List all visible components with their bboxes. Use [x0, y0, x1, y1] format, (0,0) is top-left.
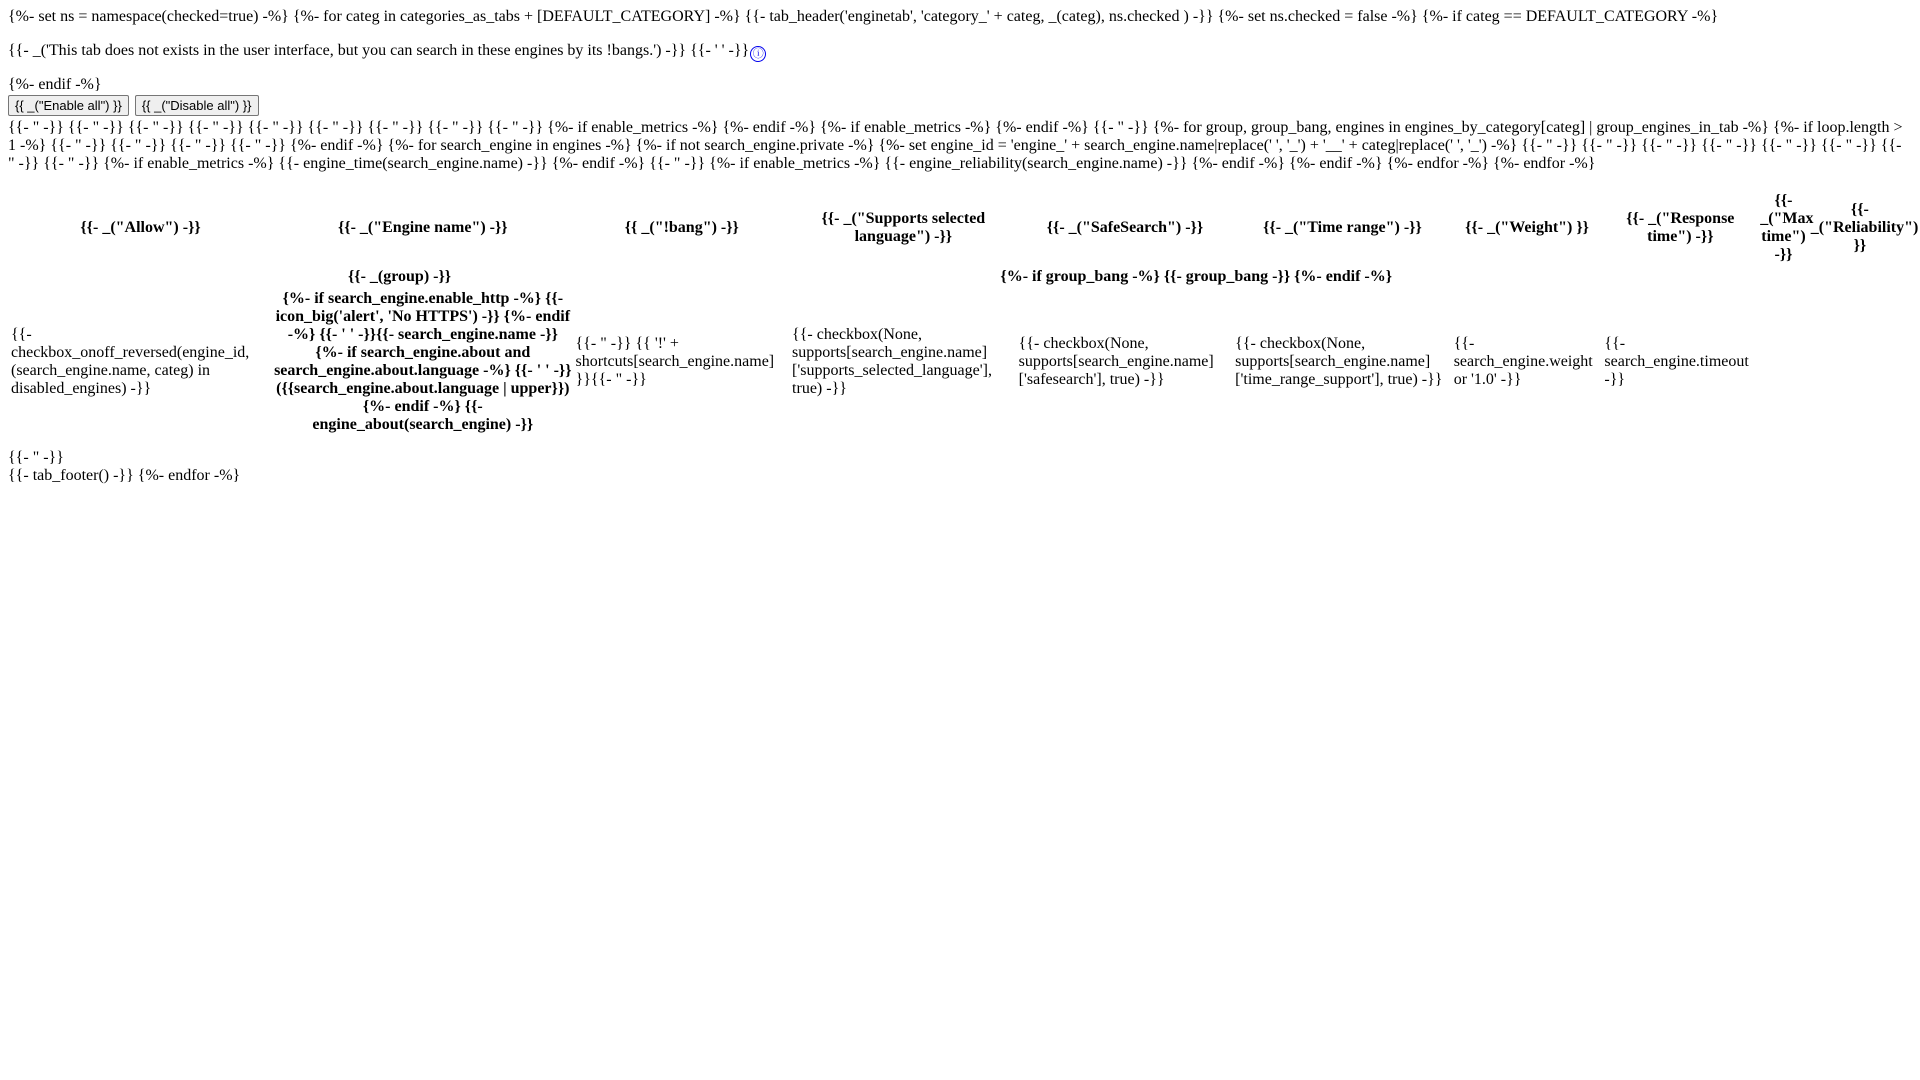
reliability-cell [1810, 289, 1910, 435]
tab-loop-header-text: {%- set ns = namespace(checked=true) -%} {%- for categ in categories_as_tabs + [DEFAULT_CATEGORY] -%} {{- tab_header('enginetab', 'category_' + categ, _(categ), ns.checked ) -}} {%- set ns.checked = false -%} {%- if categ == DEFAULT_CATEGORY -%} [8, 8, 1719, 25]
col-header-allow: {{- _("Allow") -}} [80, 219, 201, 236]
col-header-bang: {{ _("!bang") -}} [624, 219, 739, 236]
col-header-max-time: {{- _("Max time") -}} [1760, 192, 1814, 263]
col-header-safesearch: {{- _("SafeSearch") -}} [1046, 219, 1204, 236]
footer-line-2: {{- tab_footer() -}} {%- endfor -%} [8, 467, 241, 484]
weight-cell: {{- search_engine.weight or '1.0' -}} [1453, 335, 1593, 388]
col-header-supports-language: {{- _("Supports selected language") -}} [821, 210, 986, 245]
allow-toggle-cell[interactable]: {{- checkbox_onoff_reversed(engine_id, (search_engine.name, categ) in disabled_engines) -}} [11, 326, 250, 397]
engines-table [8, 189, 1919, 437]
enable-all-button[interactable]: {{ _("Enable all") }} [8, 95, 129, 116]
col-header-response-time: {{- _("Response time") -}} [1626, 210, 1735, 245]
preferences-engines-raw-template [0, 0, 1919, 485]
group-row [10, 267, 1910, 287]
info-icon: ⓘ [750, 46, 766, 62]
table-header-row [10, 191, 1910, 265]
timeout-cell: {{- search_engine.timeout -}} [1604, 335, 1749, 388]
col-header-weight: {{- _("Weight") }} [1465, 219, 1589, 236]
bang-only-notice-text: {{- _('This tab does not exists in the user interface, but you can search in these engines by its !bangs.') -}} {{- ' ' -}} [8, 42, 750, 59]
engine-name-cell: {%- if search_engine.enable_http -%} {{- icon_big('alert', 'No HTTPS') -}} {%- endif -%} {{- ' ' -}}{{- search_engine.name -}} {%- if search_engine.about and search_engine.about.language -%} {{- ' ' -}}({{search_engine.about.language | upper}}) {%- endif -%} {{- engine_about(search_engine) -}} [274, 290, 572, 433]
col-header-engine-name: {{- _("Engine name") -}} [337, 219, 508, 236]
engine-loop-template-text: {{- " -}} {{- " -}} {{- " -}} {{- " -}} {{- " -}} {{- " -}} {{- " -}} {{- " -}} {{- " -}} {%- if enable_metrics -%} {%- endif -%} {%- if enable_metrics -%} {%- endif -%} {{- " -}} {%- for group, group_bang, engines in engines_by_category[categ] | group_engines_in_tab -%} {%- if loop.length > 1 -%} {{- " -}} {{- " -}} {{- " -}} {{- " -}} {%- endif -%} {%- for search_engine in engines -%} {%- if not search_engine.private -%} {%- set engine_id = 'engine_' + search_engine.name|replace(' ', '_') + '__' + categ|replace(' ', '_') -%} {{- " -}} {{- " -}} {{- " -}} {{- " -}} {{- " -}} {{- " -}} {{- " -}} {{- " -}} {%- if enable_metrics -%} {{- engine_time(search_engine.name) -}} {%- endif -%} {{- " -}} {%- if enable_metrics -%} {{- engine_reliability(search_engine.name) -}} {%- endif -%} {%- endif -%} {%- endfor -%} {%- endfor -%} [8, 119, 1903, 172]
group-bang: {%- if group_bang -%} {{- group_bang -}} {%- endif -%} [1000, 268, 1393, 285]
group-label: {{- _(group) -}} [347, 268, 452, 285]
disable-all-button[interactable]: {{ _("Disable all") }} [135, 95, 259, 116]
tab-footer-template [8, 449, 1912, 485]
table-row [10, 289, 1910, 435]
col-header-time-range: {{- _("Time range") -}} [1263, 219, 1422, 236]
bang-cell: {{- " -}} {{ '!' + shortcuts[search_engine.name] }}{{- " -}} [575, 335, 775, 388]
bang-only-tab-notice [8, 42, 1912, 62]
bulk-actions [8, 95, 1912, 116]
group-row-spacer [1603, 267, 1910, 287]
response-time-cell [1759, 289, 1808, 435]
safesearch-cell: {{- checkbox(None, supports[search_engine.name]['safesearch'], true) -}} [1018, 335, 1214, 388]
footer-line-1: {{- " -}} [8, 449, 64, 466]
endif-text: {%- endif -%} [8, 76, 102, 93]
time-range-cell: {{- checkbox(None, supports[search_engine.name]['time_range_support'], true) -}} [1235, 335, 1443, 388]
info-link[interactable] [749, 42, 766, 59]
supports-language-cell: {{- checkbox(None, supports[search_engine.name]['supports_selected_language'], true) -}} [792, 326, 992, 397]
col-header-reliability: {{- _("Reliability") }} [1810, 201, 1919, 254]
